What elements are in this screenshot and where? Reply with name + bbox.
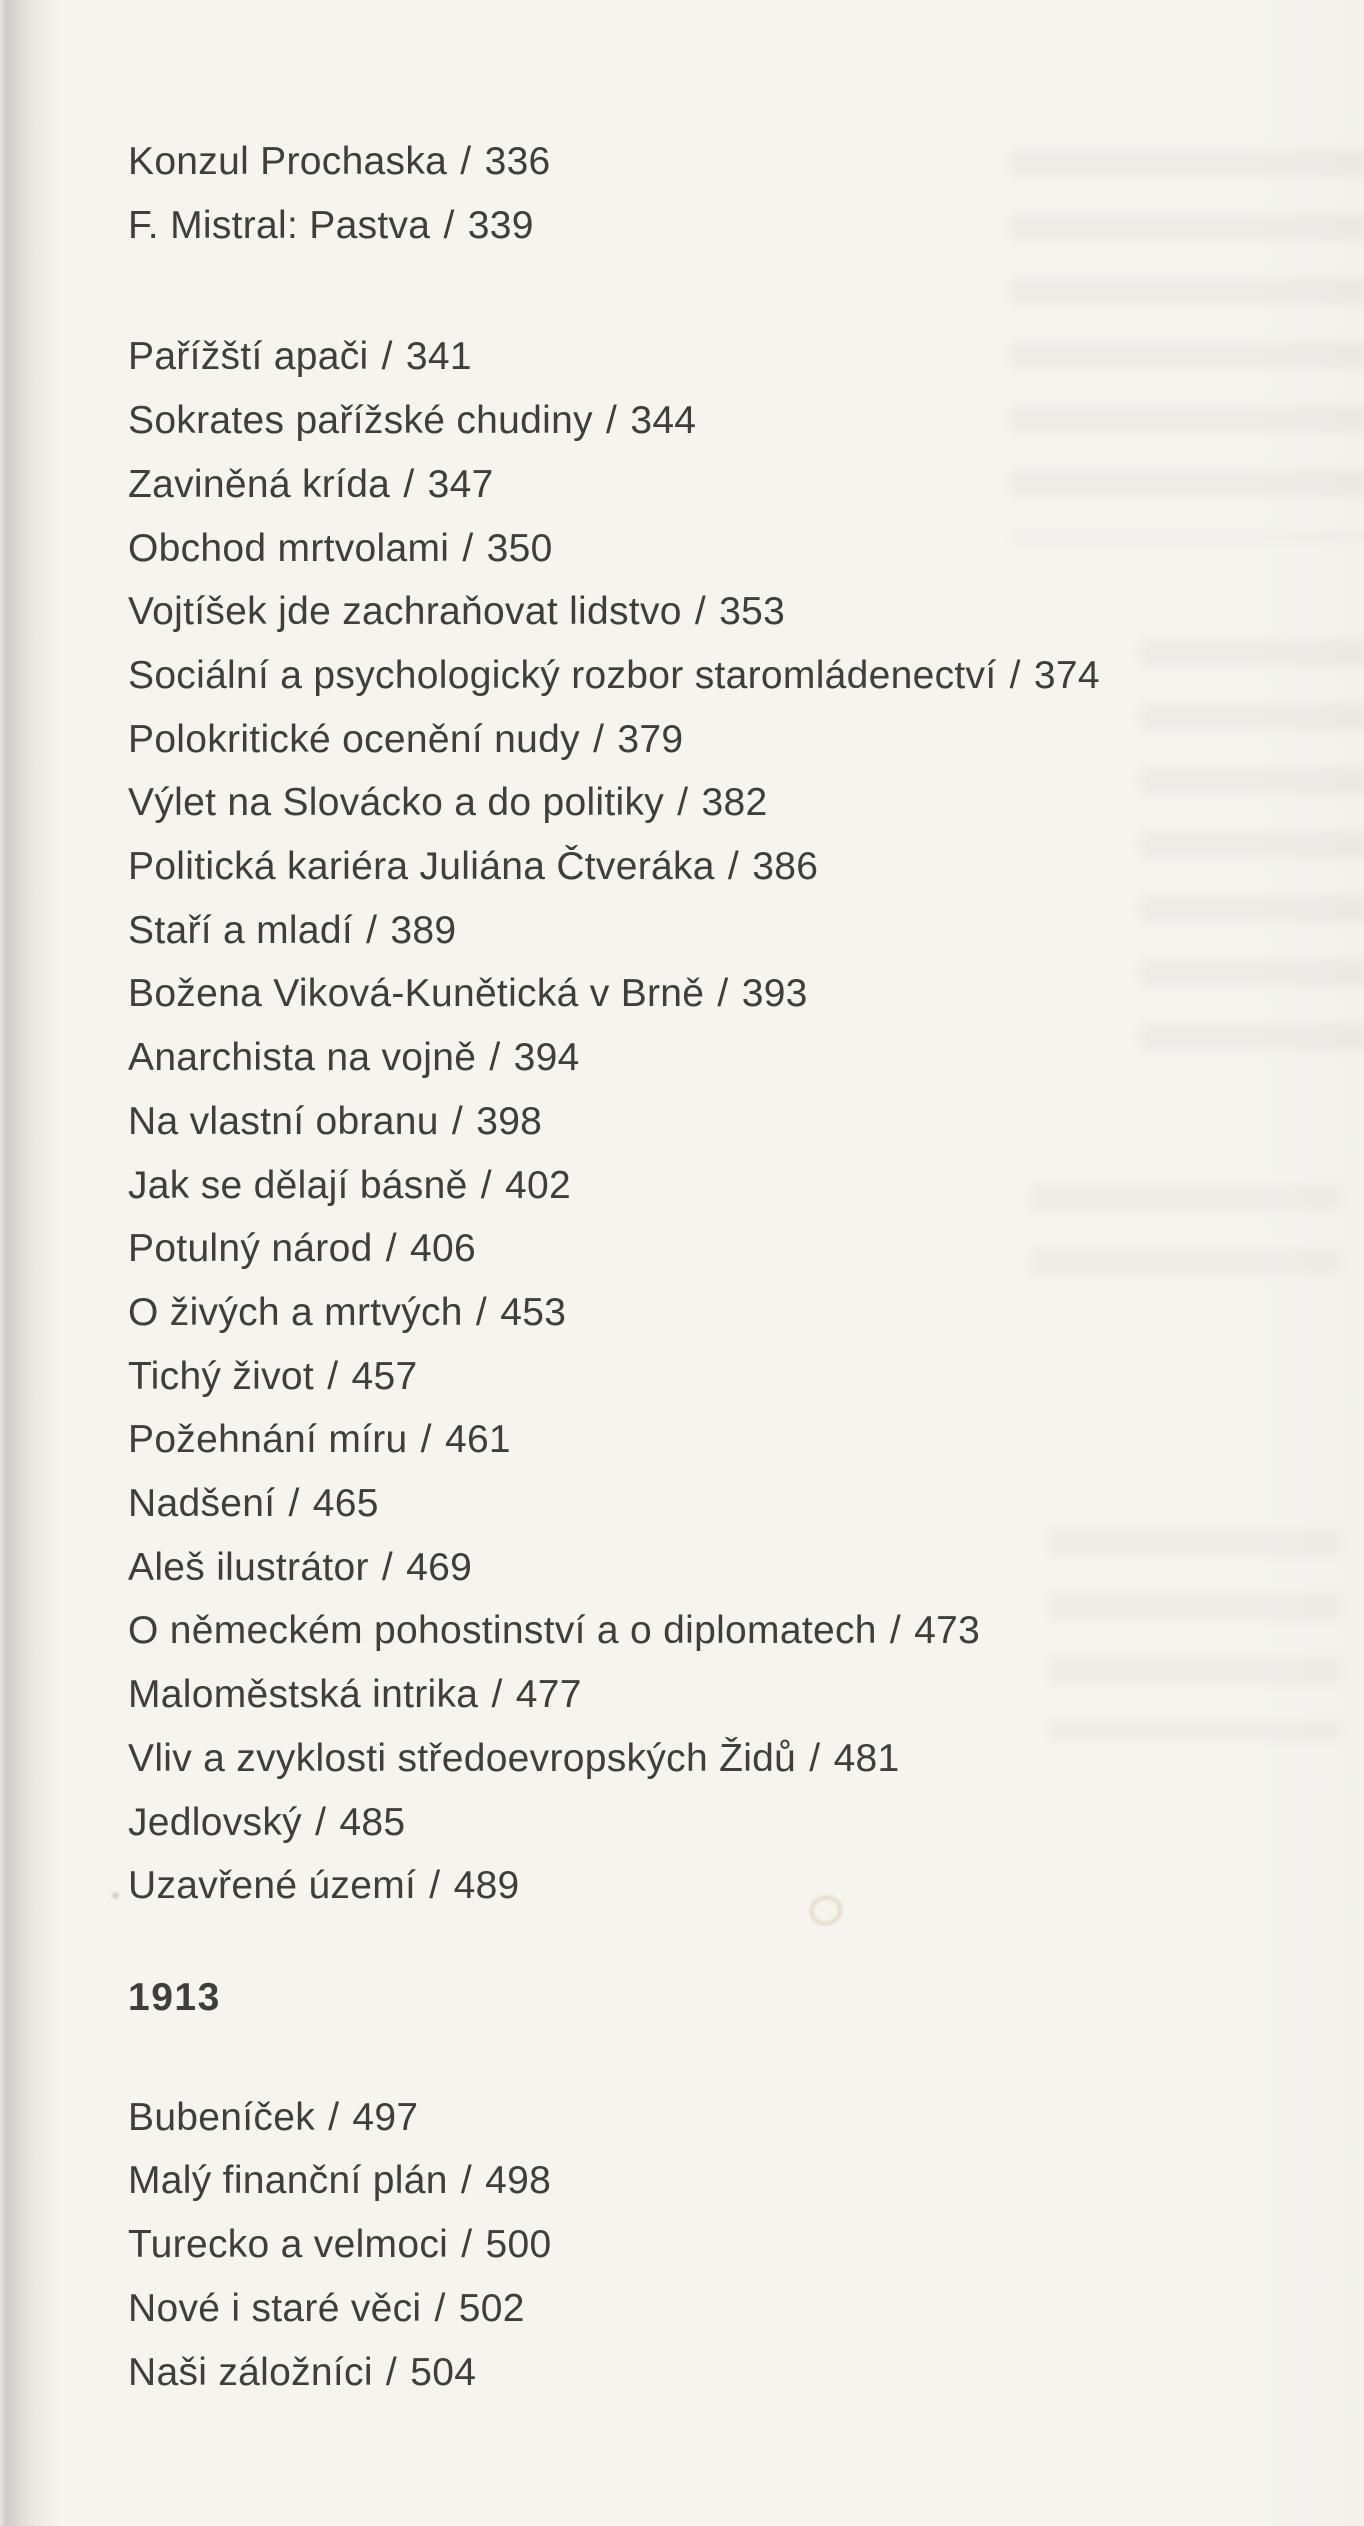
entry-page-number: 473	[914, 1609, 981, 1653]
entry-page-number: 465	[312, 1482, 379, 1526]
entry-page-number: 461	[444, 1418, 511, 1462]
entry-separator: /	[355, 908, 389, 952]
toc-entry	[128, 1472, 1334, 1536]
entry-title: Nové i staré věci	[128, 2286, 422, 2330]
toc-group-2	[128, 325, 1334, 1918]
toc-entry	[128, 708, 1334, 772]
entry-separator: /	[666, 781, 700, 825]
entry-separator: /	[716, 845, 751, 889]
entry-title: Aleš ilustrátor	[128, 1545, 369, 1589]
toc-entry	[128, 194, 1334, 258]
toc-entry	[128, 389, 1334, 453]
entry-title: Bubeníček	[128, 2095, 315, 2139]
entry-title: Turecko a velmoci	[128, 2223, 449, 2267]
entry-separator: /	[594, 399, 629, 443]
toc-entry	[128, 835, 1334, 899]
toc-entry	[128, 1791, 1334, 1855]
entry-title: Konzul Prochaska	[128, 140, 448, 183]
paper-speck	[112, 1892, 119, 1899]
toc-entry	[128, 1217, 1334, 1281]
entry-page-number: 402	[505, 1163, 571, 1207]
entry-title: Staří a mladí	[128, 908, 353, 952]
entry-separator: /	[581, 717, 616, 761]
toc-entry	[128, 1345, 1334, 1409]
entry-separator: /	[423, 2286, 457, 2330]
entry-title: Anarchista na vojně	[128, 1036, 477, 1080]
toc-entry	[128, 899, 1334, 963]
entry-separator: /	[706, 972, 740, 1016]
toc-entry	[128, 2341, 1334, 2405]
toc-entry	[128, 1599, 1334, 1663]
entry-separator: /	[303, 1800, 338, 1844]
entry-separator: /	[451, 526, 485, 570]
entry-title: Sociální a psychologický rozbor staromládenectví	[128, 653, 997, 697]
toc-entry	[128, 1026, 1334, 1090]
entry-separator: /	[374, 1227, 408, 1271]
entry-page-number: 504	[410, 2350, 477, 2394]
entry-page-number: 489	[453, 1864, 520, 1908]
entry-page-number: 502	[458, 2286, 525, 2330]
entry-title: Zaviněná krída	[128, 462, 391, 506]
entry-separator: /	[317, 2095, 351, 2139]
toc-content	[128, 0, 1334, 2404]
entry-page-number: 500	[485, 2223, 552, 2267]
entry-separator: /	[392, 462, 426, 506]
entry-title: Na vlastní obranu	[128, 1099, 439, 1143]
toc-entry	[128, 1090, 1334, 1154]
entry-page-number: 406	[410, 1227, 476, 1271]
toc-entry	[128, 325, 1334, 389]
entry-separator: /	[449, 2159, 484, 2203]
entry-title: Potulný národ	[128, 1227, 373, 1271]
entry-page-number: 497	[352, 2095, 419, 2139]
entry-title: O živých a mrtvých	[128, 1290, 463, 1334]
year-section-heading: 1913	[128, 1975, 221, 2019]
toc-entry	[128, 2086, 1334, 2150]
entry-title: Sokrates pařížské chudiny	[128, 399, 593, 443]
entry-page-number: 344	[630, 399, 697, 443]
entry-separator: /	[998, 653, 1032, 697]
toc-entry	[128, 2277, 1334, 2341]
entry-title: Uzavřené území	[128, 1864, 417, 1908]
entry-title: Polokritické ocenění nudy	[128, 717, 580, 761]
entry-page-number: 481	[833, 1736, 900, 1780]
entry-separator: /	[480, 1673, 514, 1717]
entry-separator: /	[409, 1418, 443, 1462]
entry-title: Malý finanční plán	[128, 2159, 448, 2203]
toc-entry	[128, 1727, 1334, 1791]
entry-title: Jedlovský	[128, 1800, 302, 1844]
entry-separator: /	[878, 1609, 913, 1653]
toc-group-1	[128, 130, 1334, 257]
entry-title: Božena Viková-Kunětická v Brně	[128, 972, 705, 1016]
entry-separator: /	[432, 203, 466, 247]
entry-page-number: 469	[406, 1545, 473, 1589]
entry-page-number: 347	[427, 462, 494, 506]
entry-page-number: 389	[390, 908, 457, 952]
toc-entry	[128, 1281, 1334, 1345]
toc-entry	[128, 1536, 1334, 1600]
entry-page-number: 339	[467, 203, 534, 247]
toc-entry	[128, 1663, 1334, 1727]
entry-title: Tichý život	[128, 1354, 315, 1398]
toc-entry	[128, 644, 1334, 708]
entry-page-number: 374	[1033, 653, 1100, 697]
toc-entry	[128, 517, 1334, 581]
entry-separator: /	[449, 140, 483, 183]
entry-title: Vliv a zvyklosti středoevropských Židů	[128, 1736, 797, 1780]
entry-page-number: 379	[617, 717, 684, 761]
toc-entry	[128, 580, 1334, 644]
entry-separator: /	[370, 335, 404, 379]
toc-entry	[128, 771, 1334, 835]
entry-separator: /	[464, 1290, 499, 1334]
entry-separator: /	[450, 2223, 484, 2267]
entry-page-number: 398	[476, 1099, 543, 1143]
toc-entry	[128, 453, 1334, 517]
entry-title: Obchod mrtvolami	[128, 526, 450, 570]
toc-entry	[128, 1854, 1334, 1918]
entry-page-number: 393	[741, 972, 808, 1016]
toc-entry	[128, 1408, 1334, 1472]
entry-separator: /	[374, 2350, 409, 2394]
entry-title: O německém pohostinství a o diplomatech	[128, 1609, 877, 1653]
entry-separator: /	[418, 1864, 452, 1908]
entry-page-number: 336	[484, 140, 551, 183]
entry-title: F. Mistral: Pastva	[128, 203, 431, 247]
entry-page-number: 498	[485, 2159, 552, 2203]
entry-page-number: 485	[339, 1800, 406, 1844]
entry-separator: /	[370, 1545, 405, 1589]
toc-entry	[128, 962, 1334, 1026]
entry-page-number: 341	[405, 335, 472, 379]
entry-separator: /	[277, 1482, 311, 1526]
entry-title: Pařížští apači	[128, 335, 369, 379]
toc-group-3	[128, 2086, 1334, 2405]
entry-title: Nadšení	[128, 1482, 276, 1526]
entry-title: Požehnání míru	[128, 1418, 408, 1462]
entry-title: Politická kariéra Juliána Čtveráka	[128, 845, 715, 889]
entry-separator: /	[469, 1163, 504, 1207]
toc-entry	[128, 130, 1334, 194]
entry-page-number: 477	[515, 1673, 582, 1717]
entry-separator: /	[798, 1736, 832, 1780]
entry-page-number: 394	[513, 1036, 580, 1080]
entry-separator: /	[440, 1099, 475, 1143]
toc-entry	[128, 2149, 1334, 2213]
entry-page-number: 350	[486, 526, 553, 570]
entry-separator: /	[316, 1354, 350, 1398]
entry-page-number: 382	[701, 781, 768, 825]
entry-title: Vojtíšek jde zachraňovat lidstvo	[128, 590, 682, 634]
entry-page-number: 353	[719, 590, 786, 634]
entry-separator: /	[478, 1036, 512, 1080]
entry-page-number: 457	[351, 1354, 418, 1398]
toc-entry	[128, 2213, 1334, 2277]
entry-separator: /	[683, 590, 718, 634]
entry-title: Maloměstská intrika	[128, 1673, 479, 1717]
entry-title: Jak se dělají básně	[128, 1163, 468, 1207]
toc-entry	[128, 1154, 1334, 1218]
entry-page-number: 386	[752, 845, 819, 889]
entry-title: Naši záložníci	[128, 2350, 373, 2394]
entry-page-number: 453	[500, 1290, 567, 1334]
entry-title: Výlet na Slovácko a do politiky	[128, 781, 665, 825]
